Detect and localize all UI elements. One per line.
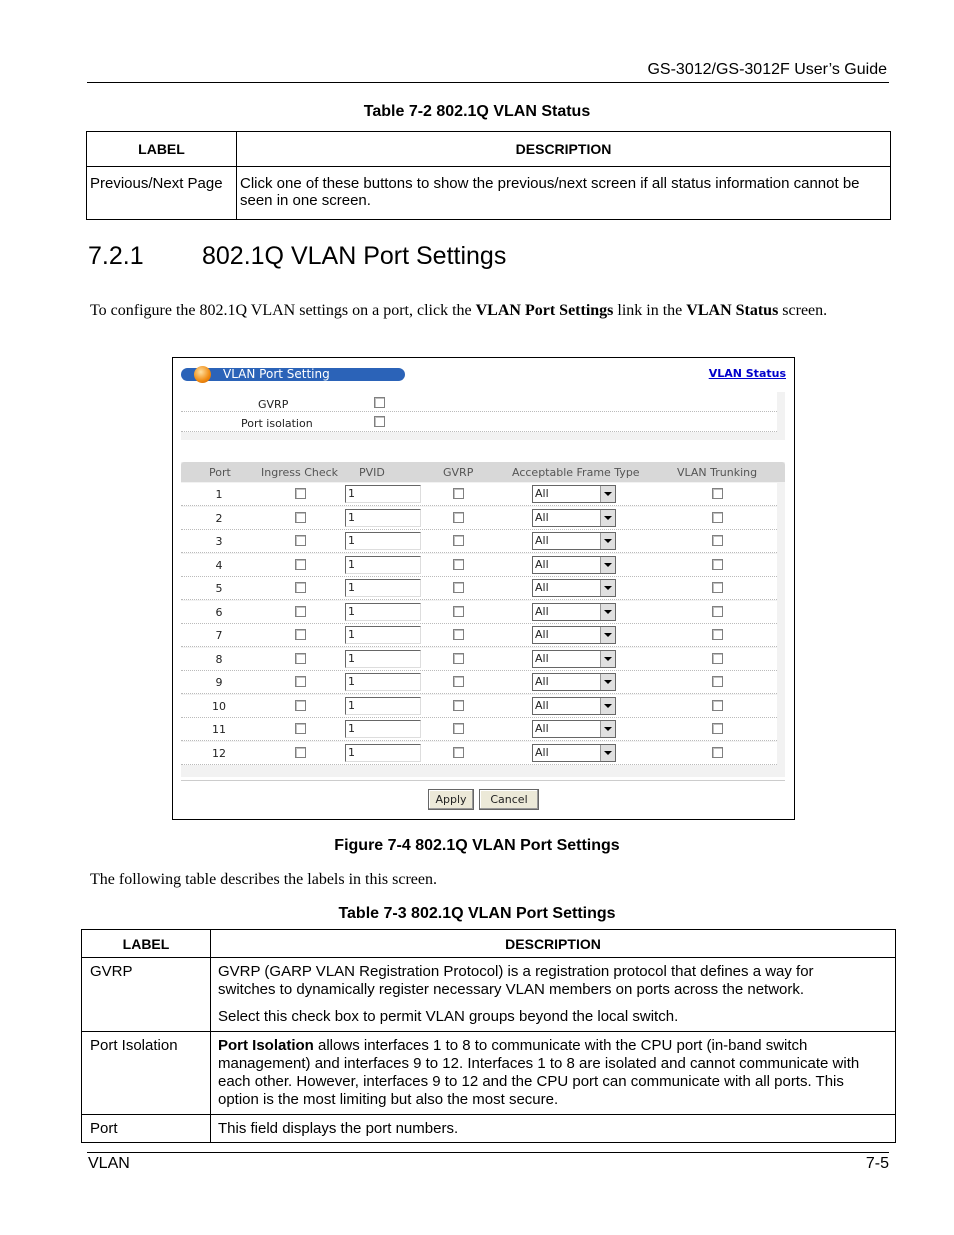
ingress-check-checkbox[interactable] bbox=[295, 676, 306, 687]
cancel-button[interactable]: Cancel bbox=[479, 789, 539, 810]
col-vlan-trunking: VLAN Trunking bbox=[677, 466, 758, 479]
table-7-2 bbox=[86, 131, 891, 220]
frame-type-select[interactable] bbox=[532, 697, 616, 715]
port-number: 9 bbox=[215, 676, 223, 689]
frame-type-value: All bbox=[535, 722, 549, 735]
ingress-check-checkbox[interactable] bbox=[295, 629, 306, 640]
gvrp-port-checkbox[interactable] bbox=[453, 606, 464, 617]
section-number: 7.2.1 bbox=[88, 242, 144, 270]
gvrp-row bbox=[181, 392, 777, 412]
frame-type-value: All bbox=[535, 604, 549, 618]
frame-type-select[interactable] bbox=[532, 626, 616, 644]
frame-type-value: All bbox=[535, 675, 549, 688]
chevron-down-icon bbox=[600, 533, 615, 549]
table-cell-description: Click one of these buttons to show the previous/next screen if all status information cannot be seen in one screen. bbox=[237, 167, 891, 220]
screen-title: VLAN Port Setting bbox=[223, 367, 330, 381]
table-header-description: DESCRIPTION bbox=[237, 132, 891, 167]
port-isolation-row bbox=[181, 412, 777, 432]
col-pvid: PVID bbox=[359, 466, 385, 479]
table-cell-description bbox=[211, 958, 896, 1032]
port-row bbox=[181, 554, 777, 577]
table-cell-label: Port bbox=[82, 1115, 211, 1143]
intro-text-3: screen. bbox=[778, 302, 828, 319]
pvid-input[interactable]: 1 bbox=[345, 744, 421, 762]
chevron-down-icon bbox=[600, 745, 615, 761]
frame-type-value: All bbox=[535, 487, 549, 500]
footer-rule bbox=[87, 1152, 889, 1153]
footer-chapter: VLAN bbox=[88, 1155, 130, 1172]
frame-type-select[interactable] bbox=[532, 532, 616, 550]
port-row bbox=[181, 624, 777, 647]
apply-button[interactable]: Apply bbox=[428, 789, 474, 810]
ingress-check-checkbox[interactable] bbox=[295, 723, 306, 734]
chevron-down-icon bbox=[600, 698, 615, 714]
intro-bold-2: VLAN Status bbox=[686, 302, 779, 319]
port-number: 5 bbox=[215, 582, 223, 595]
vlan-trunking-checkbox[interactable] bbox=[712, 700, 723, 711]
chevron-down-icon bbox=[600, 510, 615, 526]
chevron-down-icon bbox=[600, 604, 615, 620]
frame-type-select[interactable] bbox=[532, 579, 616, 597]
gvrp-port-checkbox[interactable] bbox=[453, 747, 464, 758]
port-isolation-bold: Port Isolation bbox=[218, 1037, 314, 1054]
table-cell-description: This field displays the port numbers. bbox=[211, 1115, 896, 1143]
vlan-trunking-checkbox[interactable] bbox=[712, 676, 723, 687]
table-7-3-caption: Table 7-3 802.1Q VLAN Port Settings bbox=[338, 905, 616, 922]
port-number: 12 bbox=[212, 746, 226, 760]
port-isolation-label: Port isolation bbox=[241, 417, 313, 430]
col-acceptable-frame-type: Acceptable Frame Type bbox=[512, 466, 640, 479]
gvrp-port-checkbox[interactable] bbox=[453, 723, 464, 734]
gvrp-port-checkbox[interactable] bbox=[453, 512, 464, 523]
chevron-down-icon bbox=[600, 580, 615, 596]
col-port: Port bbox=[209, 466, 231, 479]
gvrp-desc-2: Select this check box to permit VLAN groups beyond the local switch. bbox=[218, 1008, 679, 1025]
ingress-check-checkbox[interactable] bbox=[295, 747, 306, 758]
pvid-input[interactable]: 1 bbox=[345, 720, 421, 738]
intro-text-2: link in the bbox=[613, 302, 687, 319]
port-row bbox=[181, 601, 777, 624]
port-number: 6 bbox=[215, 605, 223, 619]
port-number: 10 bbox=[212, 699, 226, 713]
vlan-port-setting-screen bbox=[172, 357, 795, 820]
screen-title-bar bbox=[181, 368, 405, 381]
gvrp-checkbox[interactable] bbox=[374, 397, 385, 408]
ingress-check-checkbox[interactable] bbox=[295, 606, 306, 617]
pvid-input[interactable]: 1 bbox=[345, 626, 421, 644]
port-row bbox=[181, 483, 777, 506]
vlan-trunking-checkbox[interactable] bbox=[712, 582, 723, 593]
frame-type-select[interactable] bbox=[532, 720, 616, 738]
ingress-check-checkbox[interactable] bbox=[295, 559, 306, 570]
gvrp-port-checkbox[interactable] bbox=[453, 676, 464, 687]
figure-caption: Figure 7-4 802.1Q VLAN Port Settings bbox=[334, 837, 620, 854]
gvrp-desc-1: GVRP (GARP VLAN Registration Protocol) is a registration protocol that defines a way for switches to dynamically register necessary VLAN members on ports across the network. bbox=[218, 963, 814, 998]
gvrp-port-checkbox[interactable] bbox=[453, 700, 464, 711]
vlan-trunking-checkbox[interactable] bbox=[712, 512, 723, 523]
intro-paragraph bbox=[90, 299, 850, 322]
port-number: 11 bbox=[212, 723, 226, 736]
port-row bbox=[181, 648, 777, 671]
vlan-trunking-checkbox[interactable] bbox=[712, 606, 723, 617]
ingress-check-checkbox[interactable] bbox=[295, 653, 306, 664]
chevron-down-icon bbox=[600, 651, 615, 667]
frame-type-value: All bbox=[535, 510, 549, 524]
vlan-trunking-checkbox[interactable] bbox=[712, 723, 723, 734]
gvrp-label: GVRP bbox=[258, 398, 289, 411]
frame-type-value: All bbox=[535, 698, 549, 712]
ingress-check-checkbox[interactable] bbox=[295, 700, 306, 711]
frame-type-value: All bbox=[535, 745, 549, 759]
port-number: 1 bbox=[215, 488, 223, 501]
frame-type-value: All bbox=[535, 581, 549, 594]
port-row bbox=[181, 695, 777, 718]
vlan-trunking-checkbox[interactable] bbox=[712, 535, 723, 546]
vlan-trunking-checkbox[interactable] bbox=[712, 488, 723, 499]
gvrp-port-checkbox[interactable] bbox=[453, 535, 464, 546]
gvrp-port-checkbox[interactable] bbox=[453, 559, 464, 570]
chevron-down-icon bbox=[600, 486, 615, 502]
frame-type-value: All bbox=[535, 534, 549, 547]
chevron-down-icon bbox=[600, 674, 615, 690]
port-row bbox=[181, 507, 777, 530]
frame-type-select[interactable] bbox=[532, 673, 616, 691]
pvid-input[interactable]: 1 bbox=[345, 532, 421, 550]
footer-page-number: 7-5 bbox=[865, 1155, 889, 1172]
table-7-3 bbox=[81, 929, 896, 1143]
port-number: 2 bbox=[215, 511, 223, 525]
port-isolation-desc: allows interfaces 1 to 8 to communicate with the CPU port (in-band switch management) and interfaces 9 to 12. Interfaces 1 to 8 are isolated and cannot communicate with each other. However, interfaces 9 to 12 and the CPU port can communicate with all ports. This option is the most limiting but also the most secure. bbox=[218, 1037, 860, 1108]
section-title: 802.1Q VLAN Port Settings bbox=[202, 242, 507, 270]
pvid-input[interactable]: 1 bbox=[345, 485, 421, 503]
ingress-check-checkbox[interactable] bbox=[295, 582, 306, 593]
pvid-input[interactable]: 1 bbox=[345, 697, 421, 715]
orb-icon bbox=[194, 366, 211, 383]
header-rule bbox=[87, 82, 889, 83]
port-number: 4 bbox=[215, 558, 223, 572]
frame-type-select[interactable] bbox=[532, 650, 616, 668]
pvid-input[interactable]: 1 bbox=[345, 579, 421, 597]
section-heading bbox=[88, 242, 506, 271]
pvid-input[interactable]: 1 bbox=[345, 673, 421, 691]
frame-type-value: All bbox=[535, 651, 549, 665]
gvrp-port-checkbox[interactable] bbox=[453, 629, 464, 640]
port-isolation-checkbox[interactable] bbox=[374, 416, 385, 427]
port-number: 7 bbox=[215, 629, 223, 642]
frame-type-select[interactable] bbox=[532, 744, 616, 762]
pvid-input[interactable]: 1 bbox=[345, 556, 421, 574]
table-cell-label: Port Isolation bbox=[82, 1032, 211, 1115]
port-row bbox=[181, 530, 777, 553]
vlan-trunking-checkbox[interactable] bbox=[712, 653, 723, 664]
port-table-header bbox=[181, 462, 785, 482]
vlan-trunking-checkbox[interactable] bbox=[712, 559, 723, 570]
intro-bold-1: VLAN Port Settings bbox=[475, 302, 614, 319]
col-ingress-check: Ingress Check bbox=[261, 466, 339, 479]
global-settings-panel bbox=[181, 392, 785, 440]
table-cell-label: GVRP bbox=[82, 958, 211, 1032]
port-row bbox=[181, 742, 777, 765]
gvrp-port-checkbox[interactable] bbox=[453, 488, 464, 499]
table-cell-label: Previous/Next Page bbox=[87, 167, 237, 220]
frame-type-select[interactable] bbox=[532, 603, 616, 621]
frame-type-select[interactable] bbox=[532, 556, 616, 574]
port-number: 3 bbox=[215, 535, 223, 548]
gvrp-port-checkbox[interactable] bbox=[453, 653, 464, 664]
frame-type-select[interactable] bbox=[532, 485, 616, 503]
port-row bbox=[181, 577, 777, 600]
vlan-status-link[interactable]: VLAN Status bbox=[708, 367, 786, 380]
port-row bbox=[181, 718, 777, 741]
pvid-input[interactable]: 1 bbox=[345, 509, 421, 527]
chevron-down-icon bbox=[600, 721, 615, 737]
following-paragraph: The following table describes the labels in this screen. bbox=[90, 871, 438, 888]
col-gvrp: GVRP bbox=[443, 466, 474, 479]
chevron-down-icon bbox=[600, 627, 615, 643]
vlan-trunking-checkbox[interactable] bbox=[712, 747, 723, 758]
frame-type-select[interactable] bbox=[532, 509, 616, 527]
chevron-down-icon bbox=[600, 557, 615, 573]
pvid-input[interactable]: 1 bbox=[345, 650, 421, 668]
port-settings-panel bbox=[181, 462, 785, 777]
port-row bbox=[181, 671, 777, 694]
table-cell-description bbox=[211, 1032, 896, 1115]
ingress-check-checkbox[interactable] bbox=[295, 488, 306, 499]
table-7-2-caption: Table 7-2 802.1Q VLAN Status bbox=[363, 103, 591, 120]
header-title: GS-3012/GS-3012F User’s Guide bbox=[647, 61, 887, 78]
gvrp-port-checkbox[interactable] bbox=[453, 582, 464, 593]
frame-type-value: All bbox=[535, 557, 549, 571]
pvid-input[interactable]: 1 bbox=[345, 603, 421, 621]
separator bbox=[181, 780, 785, 781]
ingress-check-checkbox[interactable] bbox=[295, 512, 306, 523]
ingress-check-checkbox[interactable] bbox=[295, 535, 306, 546]
table-header-label: LABEL bbox=[87, 132, 237, 167]
intro-text-1: To configure the 802.1Q VLAN settings on a port, click the bbox=[90, 302, 476, 319]
table-header-description: DESCRIPTION bbox=[211, 930, 896, 958]
vlan-trunking-checkbox[interactable] bbox=[712, 629, 723, 640]
frame-type-value: All bbox=[535, 628, 549, 641]
port-number: 8 bbox=[215, 652, 223, 666]
table-header-label: LABEL bbox=[82, 930, 211, 958]
